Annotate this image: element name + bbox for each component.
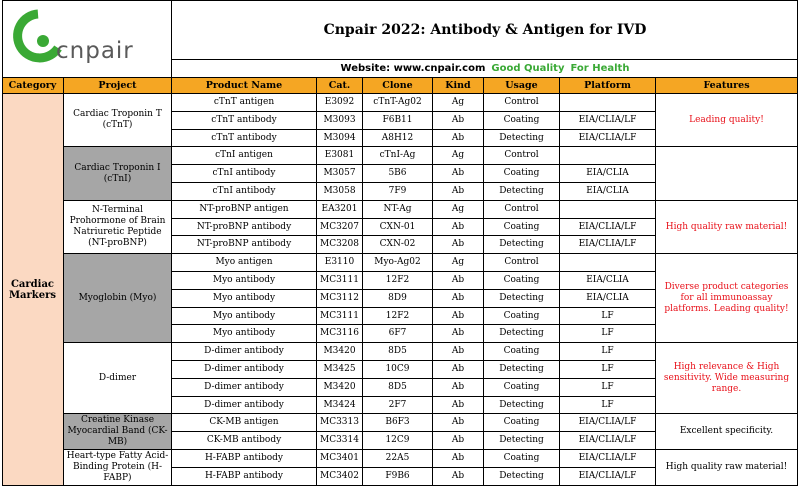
cat-cell: M3057 xyxy=(317,165,363,183)
cat-cell: M3425 xyxy=(317,361,363,379)
kind-cell: Ag xyxy=(433,147,484,165)
logo-area xyxy=(2,0,172,78)
kind-cell: Ag xyxy=(433,94,484,112)
platform-cell: LF xyxy=(560,343,656,361)
product-name-cell: Myo antibody xyxy=(172,272,317,290)
project-cell: D-dimer xyxy=(64,343,172,414)
platform-cell: EIA/CLIA/LF xyxy=(560,112,656,130)
cat-cell: MC3207 xyxy=(317,219,363,236)
usage-cell: Control xyxy=(484,94,560,112)
cat-cell: M3093 xyxy=(317,112,363,130)
cat-cell: MC3402 xyxy=(317,468,363,486)
features-cell: High quality raw material! xyxy=(656,450,798,486)
cat-cell: MC3314 xyxy=(317,432,363,450)
usage-cell: Detecting xyxy=(484,468,560,486)
product-name-cell: NT-proBNP antibody xyxy=(172,236,317,254)
kind-cell: Ab xyxy=(433,343,484,361)
platform-cell: LF xyxy=(560,361,656,379)
kind-cell: Ag xyxy=(433,254,484,272)
product-name-cell: CK-MB antigen xyxy=(172,414,317,432)
header-kind: Kind xyxy=(433,78,484,94)
product-name-cell: cTnI antibody xyxy=(172,165,317,183)
clone-cell: 22A5 xyxy=(363,450,433,468)
product-name-cell: NT-proBNP antibody xyxy=(172,219,317,236)
platform-cell: EIA/CLIA/LF xyxy=(560,414,656,432)
cat-cell: M3420 xyxy=(317,343,363,361)
clone-cell: 5B6 xyxy=(363,165,433,183)
platform-cell: EIA/CLIA/LF xyxy=(560,468,656,486)
project-cell: Cardiac Troponin I (cTnI) xyxy=(64,147,172,201)
header-project: Project xyxy=(64,78,172,94)
usage-cell: Coating xyxy=(484,379,560,397)
usage-cell: Control xyxy=(484,201,560,219)
product-name-cell: H-FABP antibody xyxy=(172,450,317,468)
platform-cell xyxy=(560,201,656,219)
platform-cell xyxy=(560,94,656,112)
clone-cell: B6F3 xyxy=(363,414,433,432)
platform-cell: LF xyxy=(560,325,656,343)
clone-cell: 12F2 xyxy=(363,272,433,290)
clone-cell: 12C9 xyxy=(363,432,433,450)
kind-cell: Ab xyxy=(433,112,484,130)
platform-cell: LF xyxy=(560,397,656,414)
product-name-cell: cTnT antibody xyxy=(172,112,317,130)
product-name-cell: CK-MB antibody xyxy=(172,432,317,450)
product-name-cell: D-dimer antibody xyxy=(172,379,317,397)
features-cell: Diverse product categories for all immunoassay platforms. Leading quality! xyxy=(656,254,798,343)
header-features: Features xyxy=(656,78,798,94)
platform-cell: EIA/CLIA xyxy=(560,290,656,308)
usage-cell: Coating xyxy=(484,219,560,236)
clone-cell: cTnT-Ag02 xyxy=(363,94,433,112)
cat-cell: E3092 xyxy=(317,94,363,112)
platform-cell xyxy=(560,147,656,165)
product-name-cell: H-FABP antibody xyxy=(172,468,317,486)
features-cell: Excellent specificity. xyxy=(656,414,798,450)
header-product-name: Product Name xyxy=(172,78,317,94)
platform-cell: EIA/CLIA xyxy=(560,165,656,183)
clone-cell: cTnI-Ag xyxy=(363,147,433,165)
page-title: Cnpair 2022: Antibody & Antigen for IVD xyxy=(172,0,798,60)
clone-cell: F6B11 xyxy=(363,112,433,130)
tagline-health: For Health xyxy=(570,63,630,74)
cat-cell: M3058 xyxy=(317,183,363,201)
clone-cell: CXN-01 xyxy=(363,219,433,236)
clone-cell: A8H12 xyxy=(363,130,433,147)
usage-cell: Coating xyxy=(484,165,560,183)
kind-cell: Ag xyxy=(433,201,484,219)
clone-cell: 12F2 xyxy=(363,308,433,325)
kind-cell: Ab xyxy=(433,379,484,397)
platform-cell xyxy=(560,254,656,272)
features-cell: Leading quality! xyxy=(656,94,798,147)
cat-cell: MC3112 xyxy=(317,290,363,308)
product-name-cell: cTnT antibody xyxy=(172,130,317,147)
header-usage: Usage xyxy=(484,78,560,94)
website-label: Website: www.cnpair.com xyxy=(340,63,486,74)
cat-cell: MC3111 xyxy=(317,308,363,325)
product-name-cell: D-dimer antibody xyxy=(172,361,317,379)
header-platform: Platform xyxy=(560,78,656,94)
clone-cell: 8D5 xyxy=(363,343,433,361)
project-cell: N-Terminal Prohormone of Brain Natriuretic Peptide (NT-proBNP) xyxy=(64,201,172,254)
features-cell-empty xyxy=(656,147,798,201)
kind-cell: Ab xyxy=(433,432,484,450)
header-category: Category xyxy=(2,78,64,94)
kind-cell: Ab xyxy=(433,308,484,325)
header-cat: Cat. xyxy=(317,78,363,94)
product-name-cell: cTnT antigen xyxy=(172,94,317,112)
kind-cell: Ab xyxy=(433,236,484,254)
cat-cell: MC3116 xyxy=(317,325,363,343)
project-cell: Creatine Kinase Myocardial Band (CK-MB) xyxy=(64,414,172,450)
usage-cell: Coating xyxy=(484,272,560,290)
cat-cell: E3081 xyxy=(317,147,363,165)
usage-cell: Control xyxy=(484,147,560,165)
kind-cell: Ab xyxy=(433,414,484,432)
product-name-cell: NT-proBNP antigen xyxy=(172,201,317,219)
brand-name: cnpair xyxy=(56,38,134,64)
cat-cell: MC3111 xyxy=(317,272,363,290)
usage-cell: Coating xyxy=(484,450,560,468)
cat-cell: E3110 xyxy=(317,254,363,272)
usage-cell: Detecting xyxy=(484,361,560,379)
clone-cell: CXN-02 xyxy=(363,236,433,254)
clone-cell: F9B6 xyxy=(363,468,433,486)
platform-cell: EIA/CLIA/LF xyxy=(560,236,656,254)
clone-cell: Myo-Ag02 xyxy=(363,254,433,272)
kind-cell: Ab xyxy=(433,397,484,414)
cat-cell: M3094 xyxy=(317,130,363,147)
product-name-cell: cTnI antibody xyxy=(172,183,317,201)
clone-cell: 8D5 xyxy=(363,379,433,397)
product-name-cell: Myo antibody xyxy=(172,325,317,343)
usage-cell: Detecting xyxy=(484,130,560,147)
clone-cell: 2F7 xyxy=(363,397,433,414)
clone-cell: 6F7 xyxy=(363,325,433,343)
usage-cell: Coating xyxy=(484,414,560,432)
kind-cell: Ab xyxy=(433,272,484,290)
cat-cell: MC3208 xyxy=(317,236,363,254)
kind-cell: Ab xyxy=(433,361,484,379)
website-line xyxy=(172,60,798,78)
usage-cell: Detecting xyxy=(484,325,560,343)
cat-cell: MC3401 xyxy=(317,450,363,468)
product-name-cell: Myo antibody xyxy=(172,290,317,308)
usage-cell: Detecting xyxy=(484,183,560,201)
kind-cell: Ab xyxy=(433,165,484,183)
kind-cell: Ab xyxy=(433,130,484,147)
usage-cell: Coating xyxy=(484,112,560,130)
project-cell: Heart-type Fatty Acid-Binding Protein (H-FABP) xyxy=(64,450,172,486)
cat-cell: MC3313 xyxy=(317,414,363,432)
features-cell: High quality raw material! xyxy=(656,201,798,254)
product-name-cell: D-dimer antibody xyxy=(172,343,317,361)
product-name-cell: Myo antibody xyxy=(172,308,317,325)
kind-cell: Ab xyxy=(433,325,484,343)
usage-cell: Detecting xyxy=(484,236,560,254)
kind-cell: Ab xyxy=(433,450,484,468)
clone-cell: 8D9 xyxy=(363,290,433,308)
category-cell: Cardiac Markers xyxy=(2,94,64,486)
usage-cell: Detecting xyxy=(484,432,560,450)
kind-cell: Ab xyxy=(433,468,484,486)
platform-cell: EIA/CLIA xyxy=(560,183,656,201)
project-cell: Myoglobin (Myo) xyxy=(64,254,172,343)
header-clone: Clone xyxy=(363,78,433,94)
usage-cell: Coating xyxy=(484,308,560,325)
project-cell: Cardiac Troponin T (cTnT) xyxy=(64,94,172,147)
platform-cell: LF xyxy=(560,308,656,325)
platform-cell: EIA/CLIA/LF xyxy=(560,130,656,147)
platform-cell: EIA/CLIA/LF xyxy=(560,219,656,236)
features-cell: High relevance & High sensitivity. Wide measuring range. xyxy=(656,343,798,414)
platform-cell: EIA/CLIA/LF xyxy=(560,432,656,450)
usage-cell: Detecting xyxy=(484,290,560,308)
cat-cell: M3424 xyxy=(317,397,363,414)
usage-cell: Control xyxy=(484,254,560,272)
clone-cell: NT-Ag xyxy=(363,201,433,219)
kind-cell: Ab xyxy=(433,290,484,308)
usage-cell: Coating xyxy=(484,343,560,361)
product-name-cell: cTnI antigen xyxy=(172,147,317,165)
cat-cell: M3420 xyxy=(317,379,363,397)
platform-cell: LF xyxy=(560,379,656,397)
product-name-cell: Myo antigen xyxy=(172,254,317,272)
usage-cell: Detecting xyxy=(484,397,560,414)
platform-cell: EIA/CLIA/LF xyxy=(560,450,656,468)
product-name-cell: D-dimer antibody xyxy=(172,397,317,414)
tagline-quality: Good Quality xyxy=(491,63,565,74)
kind-cell: Ab xyxy=(433,219,484,236)
platform-cell: EIA/CLIA xyxy=(560,272,656,290)
kind-cell: Ab xyxy=(433,183,484,201)
cat-cell: EA3201 xyxy=(317,201,363,219)
clone-cell: 7F9 xyxy=(363,183,433,201)
clone-cell: 10C9 xyxy=(363,361,433,379)
